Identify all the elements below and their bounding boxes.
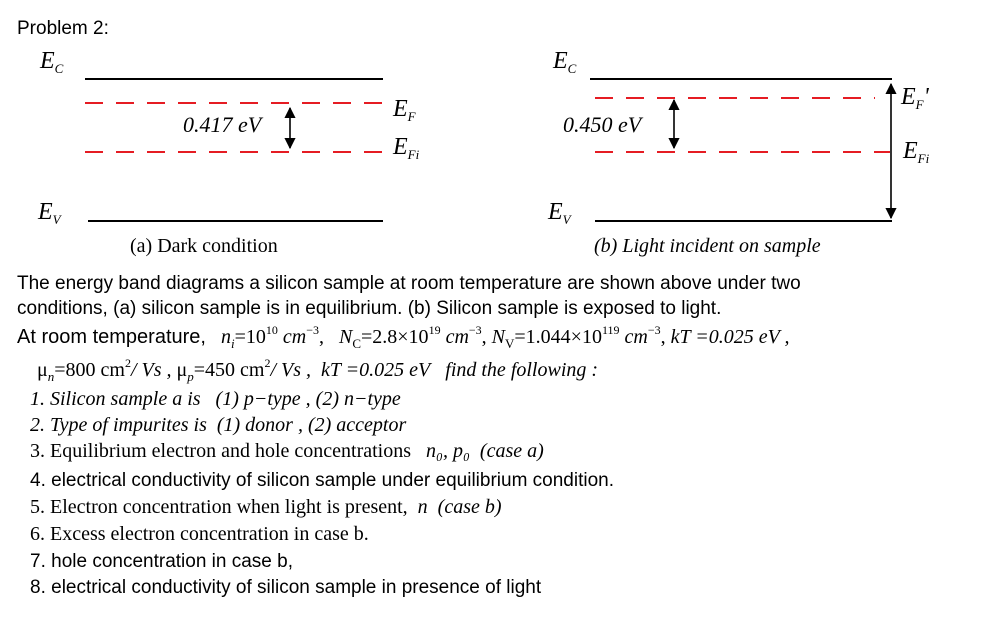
efi-label-a: $E_{Fi}$ xyxy=(393,134,420,162)
question-6: 6. Excess electron concentration in case b. xyxy=(30,523,369,545)
quasi-fermi-label-b: $E_F'$ xyxy=(901,84,929,112)
efi-label-b: $E_{Fi}$ xyxy=(903,138,930,166)
description-line-2: conditions, (a) silicon sample is in equilibrium. (b) Silicon sample is exposed to light. xyxy=(17,298,722,319)
ef-label-a: $E_F$ xyxy=(393,96,416,124)
ec-label-a: $E_C$ xyxy=(40,48,64,76)
band-diagrams xyxy=(0,0,990,240)
question-1: 1. Silicon sample a is (1) p−type , (2) n−type xyxy=(30,388,401,410)
question-4: 4. electrical conductivity of silicon sample under equilibrium condition. xyxy=(30,470,615,491)
caption-a: (a) Dark condition xyxy=(130,235,278,257)
question-8: 8. electrical conductivity of silicon sample in presence of light xyxy=(30,577,542,598)
parameters-line-1: At room temperature, $n_i=10^{10}$ $cm^{-3}$, $N_C=2.8\times 10^{19}$ $cm^{-3}$, $N_V=1.044\times 10^{119}$ $cm^{-3}$, kT =0.025 eV , xyxy=(17,323,790,351)
ev-label-b: $E_V$ xyxy=(548,199,571,227)
energy-gap-label-a: 0.417 eV xyxy=(183,112,262,137)
question-5: 5. Electron concentration when light is present, n (case b) xyxy=(30,496,502,518)
question-7: 7. hole concentration in case b, xyxy=(30,551,294,572)
question-3: 3. Equilibrium electron and hole concentrations n₀, p₀ (case a) xyxy=(30,440,544,462)
description-line-1: The energy band diagrams a silicon sample at room temperature are shown above under two xyxy=(17,273,801,294)
problem-title: Problem 2: xyxy=(17,18,109,39)
caption-b: (b) Light incident on sample xyxy=(594,235,821,257)
ec-label-b: $E_C$ xyxy=(553,48,577,76)
energy-gap-label-b: 0.450 eV xyxy=(563,112,642,137)
parameters-line-2: $\mu_n=800$ $cm^2/$ Vs , $\mu_p=450$ $cm^2/$ Vs , kT =0.025 eV find the following : xyxy=(37,356,599,384)
question-2: 2. Type of impurites is (1) donor , (2) acceptor xyxy=(30,414,407,436)
ev-label-a: $E_V$ xyxy=(38,199,61,227)
